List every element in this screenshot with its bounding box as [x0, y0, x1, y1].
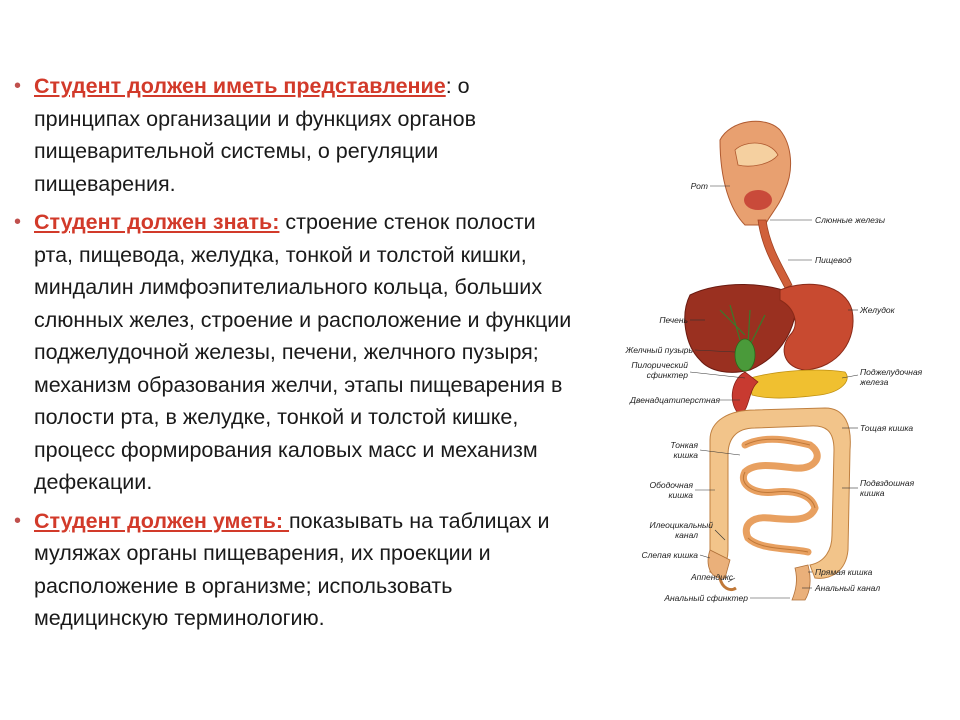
label-duodenum: Двенадцатиперстная — [630, 395, 720, 405]
bullet-text: показывать на таблицах и муляжах органы пищеварения, их проекции и расположение в организме; использовать медицинскую терминологию. — [34, 508, 550, 630]
label-appendix: Аппендикс — [690, 572, 733, 582]
label-ileocecal: Илеоцикальный — [649, 520, 713, 530]
label-cecum: Слепая кишка — [641, 550, 698, 560]
esophagus-shape — [758, 220, 792, 288]
label-ileocecal-2: канал — [675, 530, 698, 540]
label-liver: Печень — [659, 315, 688, 325]
label-pancreas-2: железа — [860, 377, 889, 387]
bullet-lead: Студент должен уметь: — [34, 508, 290, 533]
pancreas-shape — [750, 370, 847, 398]
label-colon-2: кишка — [668, 490, 693, 500]
label-esophagus: Пищевод — [815, 255, 852, 265]
digestive-system-diagram — [580, 110, 960, 610]
bullet-text: строение стенок полости рта, пищевода, желудка, тонкой и толстой кишки, миндалин лимфоэпителиального кольца, больших слюнных желез, строение и расположение и функции поджелудочной железы, печени, желчного пузыря; механизм образования желчи, этапы пищеварения в полости рта, в желудке, тонкой и толстой кишке, процесс формирования каловых масс и механизм дефекации. — [34, 210, 572, 494]
label-small-intestine: Тонкая — [670, 440, 698, 450]
label-gallbladder: Желчный пузырь — [625, 345, 693, 355]
bullet-text: : о принципах организации и функциях органов пищеварительной системы, о регуляции пищеварения. — [34, 74, 477, 196]
label-anal-canal: Анальный канал — [815, 583, 881, 593]
bullet-represent — [14, 70, 574, 200]
objectives-list — [14, 70, 574, 641]
label-pancreas: Поджелудочная — [860, 367, 923, 377]
label-anal-sphincter: Анальный сфинктер — [664, 593, 748, 603]
label-mouth: Рот — [690, 181, 708, 191]
salivary-gland-shape — [744, 190, 772, 210]
bullet-know — [14, 206, 574, 499]
label-jejunum: Тощая кишка — [860, 423, 914, 433]
gallbladder-shape — [735, 339, 755, 371]
bullet-marker: • — [14, 509, 22, 532]
label-salivary-glands: Слюнные железы — [815, 215, 885, 225]
label-small-intestine-2: кишка — [673, 450, 698, 460]
small-intestine-shape — [743, 439, 817, 552]
label-pyloric: Пилорический — [631, 360, 688, 370]
bullet-able — [14, 505, 574, 635]
label-pyloric-2: сфинктер — [646, 370, 688, 380]
bullet-lead: Студент должен знать: — [34, 210, 280, 234]
label-rectum: Прямая кишка — [815, 567, 873, 577]
bullet-marker: • — [14, 75, 22, 97]
bullet-marker: • — [14, 211, 22, 233]
bullet-lead: Студент должен иметь представление — [34, 74, 446, 98]
label-ileum: Подвздошная — [860, 478, 915, 488]
rectum-shape — [792, 565, 810, 600]
label-ileum-2: кишка — [860, 488, 885, 498]
digestive-system-figure — [580, 110, 960, 610]
label-colon: Ободочная — [649, 480, 693, 490]
label-stomach: Желудок — [860, 305, 895, 315]
